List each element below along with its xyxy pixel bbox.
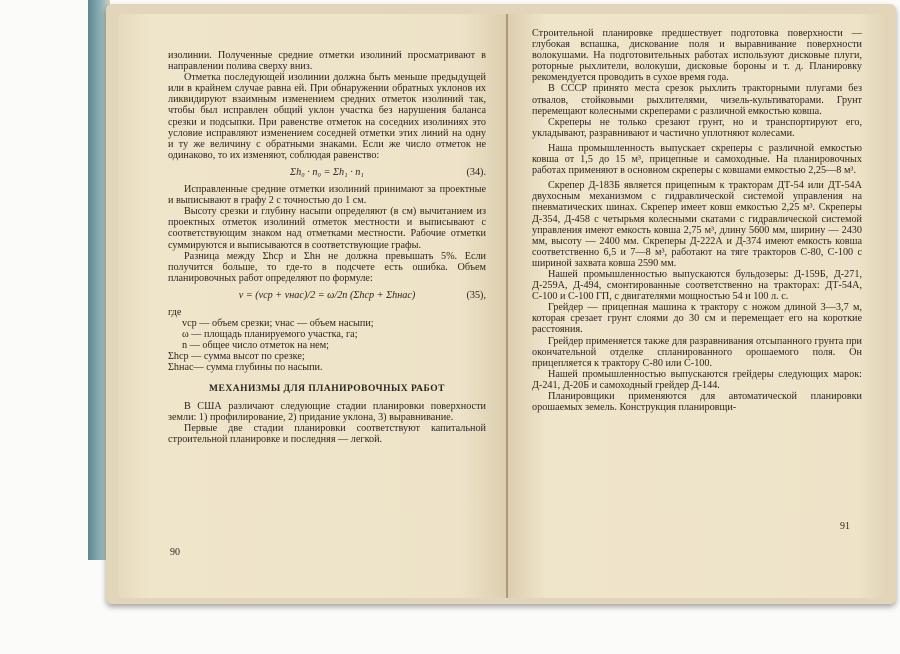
paragraph: Наша промышленность выпускает скреперы с различной емкостью ковша от 1,5 до 15 м³, прицепные и самоходные. На планировочных работах применяют в основном скреперы с ковшами емкостью 2,25—8 м³. bbox=[532, 142, 862, 177]
formula-34-number: (34). bbox=[466, 166, 486, 178]
paragraph: Исправленные средние отметки изолиний принимают за проектные и выписывают в графу 2 с точностью до 1 см. bbox=[168, 184, 486, 207]
paragraph: Отметка последующей изолинии должна быть меньше предыдущей или в крайнем случае равна ей. При обнаружении обратных уклонов их ликвидируют взаимным изменением средних отметок изолиний так, чтобы был исправлен общий уклон участка без нарушения баланса срезки и подсыпки. При равенстве отметок на соседних изолиниях это условие исправляют изменением соседней отметки этих линий на одну и ту же величину с обратными знаками. Если же число отметок не одинаково, то их изменяют, соблюдая равенство: bbox=[168, 72, 486, 161]
definition: vср — объем срезки; vнас — объем насыпи; bbox=[182, 318, 374, 330]
definition: Σhср — сумма высот по срезке; bbox=[168, 351, 305, 363]
formula-35 bbox=[168, 290, 486, 301]
paragraph: В США различают следующие стадии планировки поверхности земли: 1) профилирование, 2) придание уклона, 3) выравнивание. bbox=[168, 400, 486, 423]
right-text-column bbox=[532, 28, 862, 413]
paragraph: Скрепер Д-183Б является прицепным к тракторам ДТ-54 или ДТ-54А двухосным механизмом с гидравлической системой управления на пневматических шинах. Скрепер имеет ковш емкостью 2,25 м³. Скреперы Д-354, Д-458 с четырьмя колесными скатами с гидравлической системой управления имеют емкость ковша 2,75 м³, длину 5600 мм, ширину — 2430 мм, высоту — 2400 мм. Скреперы Д-222А и Д-374 имеют емкость ковша соответственно 6,5 и 7—8 м³, работают на тяге тракторов С-80, С-100 с шириной захвата ковша 2590 мм. bbox=[532, 180, 862, 269]
formula-34-body: Σh₀ · n₀ = Σh₁ · n₁ bbox=[290, 166, 364, 178]
page-number: 90 bbox=[170, 547, 180, 558]
book-spread bbox=[106, 4, 896, 604]
paragraph: Нашей промышленностью выпускаются бульдозеры: Д-159Б, Д-271, Д-259А, Д-494, смонтированные соответственно на тракторах: ДТ-54А, С-100 и С-100 ГП, с двигателями мощностью 54 и 100 л. с. bbox=[532, 268, 862, 303]
paragraph: Строительной планировке предшествует подготовка поверхности — глубокая вспашка, дискование поля и выравнивание поверхности волокушами. На подготовительных работах используют дисковые плуги, роторные рыхлители, волокуши, дисковые бороны и т. д. Планировку рекомендуется проводить в сухое время года. bbox=[532, 28, 862, 84]
paragraph: Скреперы не только срезают грунт, но и транспортируют его, укладывают, разравнивают и частично уплотняют колесами. bbox=[532, 116, 862, 139]
formula-35-body: v = (vср + vнас)/2 = ω/2n (Σhср + Σhнас) bbox=[238, 289, 416, 301]
section-heading: МЕХАНИЗМЫ ДЛЯ ПЛАНИРОВОЧНЫХ РАБОТ bbox=[209, 383, 445, 394]
paragraph: Разница между Σhср и Σhн не должна превышать 5%. Если получится больше, то где-то в подсчете есть ошибка. Объем планировочных работ определяют по формуле: bbox=[168, 250, 486, 284]
left-page bbox=[118, 14, 506, 598]
paragraph: Нашей промышленностью выпускаются грейдеры следующих марок: Д-241, Д-20Б и самоходный грейдер Д-144. bbox=[532, 368, 862, 391]
right-page bbox=[508, 14, 888, 598]
page-number: 91 bbox=[840, 521, 850, 532]
definition: n — общее число отметок на нем; bbox=[182, 340, 329, 352]
paragraph: изолинии. Полученные средние отметки изолиний просматривают в направлении полива сверху вниз. bbox=[168, 50, 486, 73]
left-text-column bbox=[168, 50, 486, 445]
definition: Σhнас— сумма глубины по насыпи. bbox=[168, 362, 323, 374]
paragraph: В СССР принято места срезок рыхлить тракторными плугами без отвалов, стойковыми рыхлителями, чизель-культиваторами. Грунт перемещают колесными скреперами с различной емкостью ковша. bbox=[532, 83, 862, 117]
paragraph: Грейдер — прицепная машина к трактору с ножом длиной 3—3,7 м, которая срезает грунт слоями до 30 см и перемещает его на короткие расстояния. bbox=[532, 302, 862, 336]
paragraph: Планировщики применяются для автоматической планировки орошаемых земель. Конструкция планировщи- bbox=[532, 391, 862, 414]
definition: ω — площадь планируемого участка, га; bbox=[182, 329, 358, 341]
where-label: где bbox=[168, 306, 182, 318]
paragraph: Первые две стадии планировки соответствуют капитальной строительной планировке и последняя — легкой. bbox=[168, 422, 486, 445]
paragraph: Грейдер применяется также для разравнивания отсыпанного грунта при окончательной отделке спланированного орошаемого поля. Он прицепляется к трактору С-80 или С-100. bbox=[532, 335, 862, 369]
formula-35-number: (35), bbox=[466, 289, 486, 301]
formula-34 bbox=[168, 167, 486, 178]
paragraph: Высоту срезки и глубину насыпи определяют (в см) вычитанием из проектных отметок изолиний отметок местности и выписывают с соответствующим знаком над отметками местности. Рабочие отметки суммируются и выписываются в соответствующие графы. bbox=[168, 206, 486, 251]
